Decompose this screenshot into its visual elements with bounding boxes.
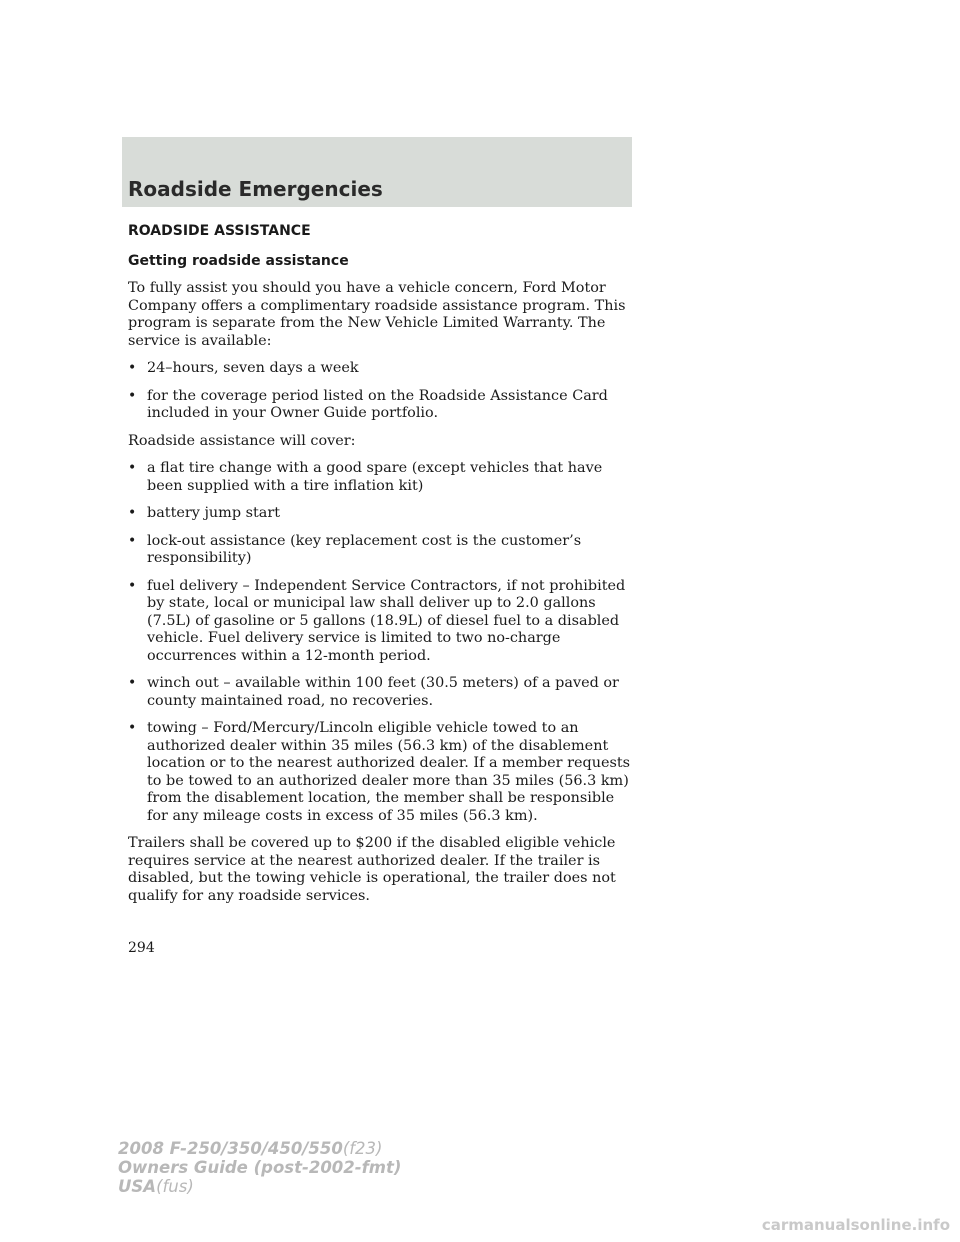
list-item [128, 360, 633, 378]
list-item [128, 533, 633, 568]
list-item [128, 460, 633, 495]
list-item-text: for the coverage period listed on the Roadside Assistance Card included in your Owner Guide portfolio. [147, 387, 608, 421]
bullet-icon: • [128, 460, 137, 476]
main-heading: ROADSIDE ASSISTANCE [128, 223, 311, 239]
list-item-text: fuel delivery – Independent Service Contractors, if not prohibited by state, local or municipal law shall deliver up to 2.0 gallons (7.5L) of gasoline or 5 gallons (18.9L) of diesel fuel to a disabled vehicle. Fuel delivery service is limited to two no-charge occurrences within a 12-month period. [147, 577, 626, 664]
footer-line-guide: Owners Guide (post-2002-fmt) [118, 1158, 402, 1177]
list-item [128, 578, 633, 666]
watermark: carmanualsonline.info [761, 1216, 950, 1234]
page-content [128, 222, 633, 915]
page-number: 294 [128, 940, 155, 956]
section-title: Roadside Emergencies [128, 177, 383, 201]
footer-line-region [118, 1177, 401, 1196]
list-item [128, 675, 633, 710]
bullet-icon: • [128, 505, 137, 521]
intro-paragraph: To fully assist you should you have a vehicle concern, Ford Motor Company offers a complimentary roadside assistance program. This program is separate from the New Vehicle Limited Warranty. The service is available: [128, 280, 626, 349]
bullet-icon: • [128, 577, 137, 594]
list-item-text: a flat tire change with a good spare (except vehicles that have been supplied with a tire inflation kit) [147, 460, 603, 494]
bullet-icon: • [128, 720, 137, 736]
list-item-text: 24–hours, seven days a week [147, 360, 359, 376]
bullet-icon: • [128, 532, 137, 549]
footer-line-model [118, 1139, 401, 1158]
footer-model: 2008 F-250/350/450/550 [118, 1139, 343, 1158]
document-footer [118, 1139, 401, 1196]
bullet-icon: • [128, 360, 137, 376]
trailers-paragraph: Trailers shall be covered up to $200 if the disabled eligible vehicle requires service at the nearest authorized dealer. If the trailer is disabled, but the towing vehicle is operational, the trailer does not qualify for any roadside services. [128, 835, 616, 904]
list-item-text: lock-out assistance (key replacement cost is the customer’s responsibility) [147, 532, 582, 566]
list-item [128, 720, 633, 825]
list-item-text: winch out – available within 100 feet (30.5 meters) of a paved or county maintained road, no recoveries. [147, 675, 619, 709]
bullet-icon: • [128, 387, 137, 404]
list-item [128, 505, 633, 523]
list-item-text: towing – Ford/Mercury/Lincoln eligible vehicle towed to an authorized dealer within 35 miles (56.3 km) of the disablement location or to the nearest authorized dealer. If a member requests to be towed to an authorized dealer more than 35 miles (56.3 km) from the disablement location, the member shall be responsible for any mileage costs in excess of 35 miles (56.3 km). [147, 720, 631, 824]
coverage-intro: Roadside assistance will cover: [128, 432, 356, 449]
availability-list [128, 360, 633, 423]
list-item [128, 388, 633, 423]
bullet-icon: • [128, 675, 137, 691]
footer-region-code: (fus) [156, 1177, 194, 1196]
footer-model-code: (f23) [342, 1139, 383, 1158]
sub-heading: Getting roadside assistance [128, 253, 349, 269]
footer-region: USA [118, 1177, 157, 1196]
coverage-list [128, 460, 633, 825]
list-item-text: battery jump start [147, 505, 281, 521]
